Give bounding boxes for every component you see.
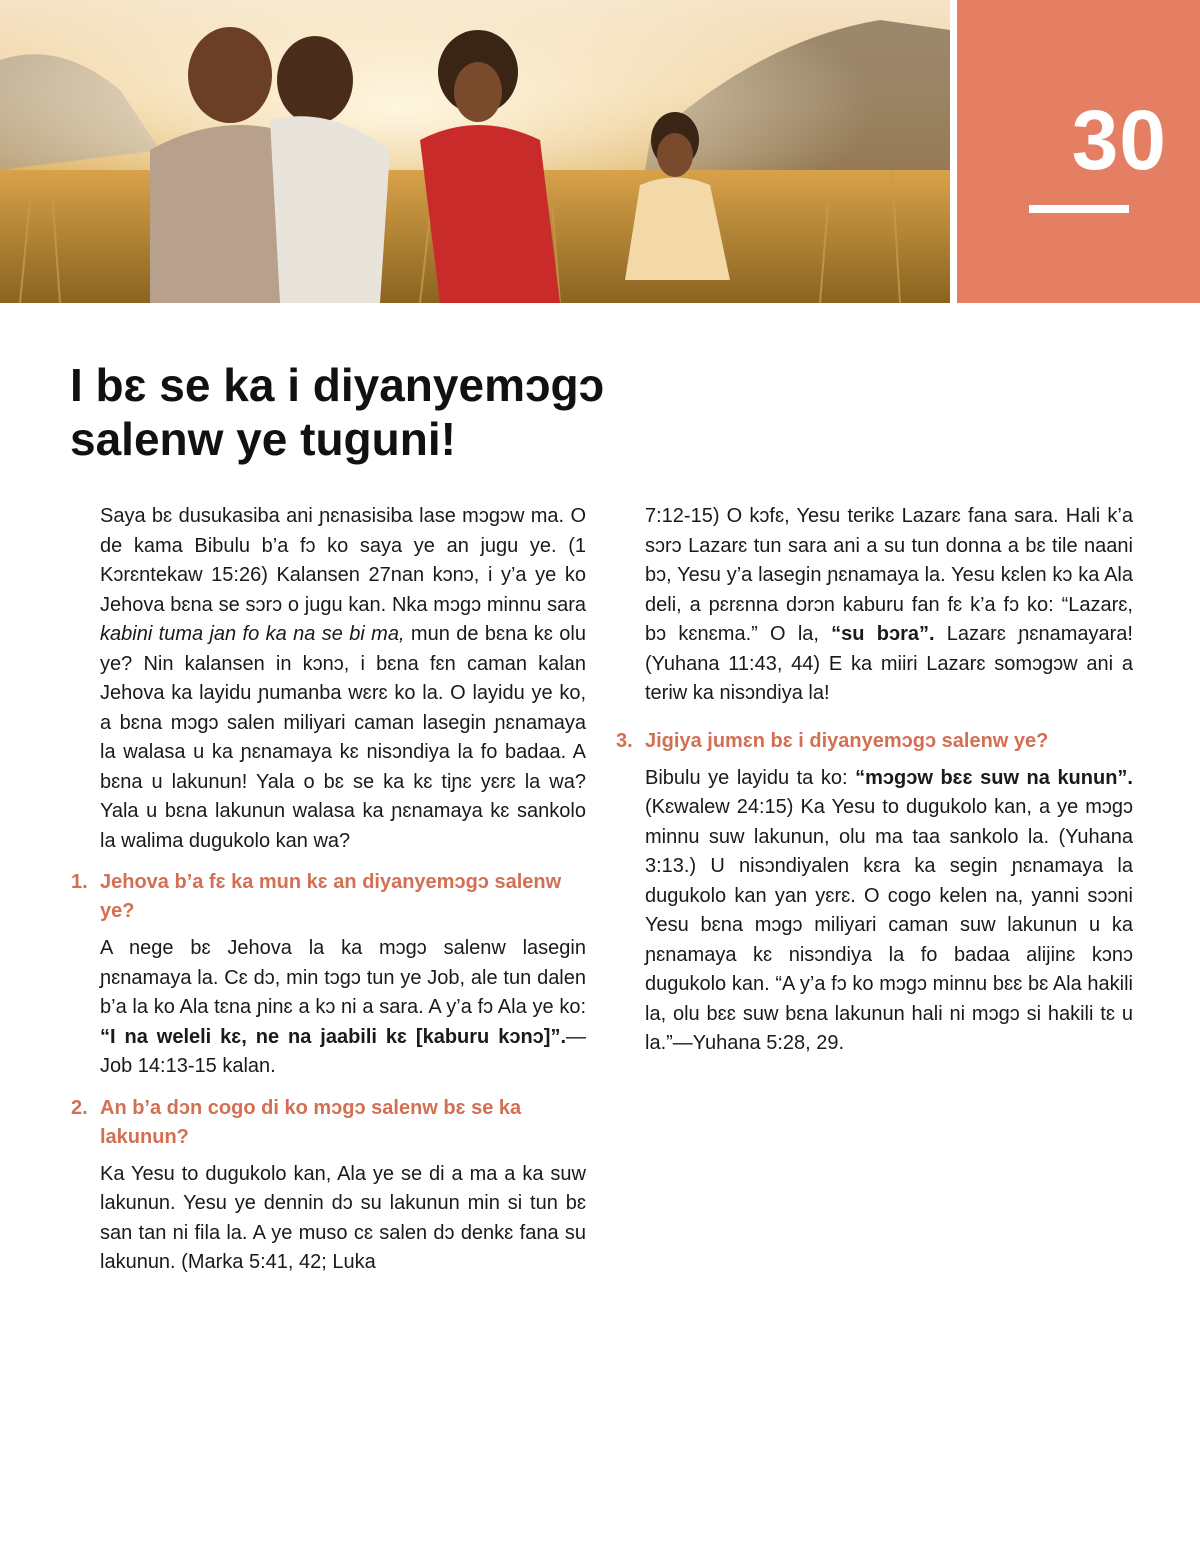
right-column xyxy=(616,502,1133,1069)
answer-3: Bibulu ye layidu ta ko: “mɔgɔw bɛɛ suw na kunun”. (Kɛwalew 24:15) Ka Yesu to dugukolo kan, a ye mɔgɔ minnu suw lakunun, olu ma taa sankolo la. (Yuhana 3:13.) U nisɔndiyalen kɛra ka segin ɲɛnamaya la dugukolo kan yan yɛrɛ. O cogo kelen na, yanni sɔɔni Yesu bɛna mɔgɔ miliyari caman suw lakunun u ka ɲɛnamaya kɛ nisɔndiya la fo badaa alijinɛ kɔnɔ dugukolo kan. “A y’a fɔ ko mɔgɔ minnu bɛɛ bɛ Ala hakili la, olu bɛɛ suw bɛna lakunun hali ni mɔgɔ si hakili tɛ u la.”—Yuhana 5:28, 29. xyxy=(645,766,1133,1054)
answer-2-part-1: Ka Yesu to dugukolo kan, Ala ye se di a ma a ka suw lakunun. Yesu ye dennin dɔ su lakunun min si tun bɛ san tan ni fila la. A ye muso cɛ salen dɔ denkɛ fana su lakunun. (Marka 5:41, 42; Luka xyxy=(100,1162,586,1273)
answer-3-bold: “mɔgɔw bɛɛ suw na kunun”. xyxy=(855,766,1133,789)
question-1-number: 1. xyxy=(71,871,88,893)
lesson-number: 30 xyxy=(1071,93,1167,187)
question-3 xyxy=(616,727,1133,756)
answer-1-bold: “I na weleli kɛ, ne na jaabili kɛ [kaburu kɔnɔ]”. xyxy=(100,1025,566,1048)
question-1 xyxy=(71,868,586,926)
title-line-1: I bɛ se ka i diyanyemɔgɔ xyxy=(70,359,605,411)
hero-image xyxy=(0,0,950,303)
question-2 xyxy=(71,1094,586,1152)
answer-2-part-2: 7:12-15) O kɔfɛ, Yesu terikɛ Lazarɛ fana sara. Hali k’a sɔrɔ Lazarɛ tun sara ani a su tun donna a bɛ tile naani bɔ, Yesu y’a lasegin ɲɛnamaya la. Yesu kɛlen kɔ ka Ala deli, a pɛrɛnna dɔrɔn kaburu fan fɛ k’a fɔ ko: “Lazarɛ, bɔ kɛnɛma.” O la, “su bɔra”. Lazarɛ ɲɛnamayara! (Yuhana 11:43, 44) E ka miiri Lazarɛ somɔgɔw ani a teriw ka nisɔndiya la! xyxy=(645,505,1133,704)
intro-paragraph: Saya bɛ dusukasiba ani ɲɛnasisiba lase mɔgɔw ma. O de kama Bibulu b’a fɔ ko saya ye an jugu ye. (1 Kɔrɛntekaw 15:26) Kalansen 27nan kɔnɔ, i y’a ye ko Jehova bɛna se sɔrɔ o jugu kan. Nka mɔgɔ minnu sara kabini tuma jan fo ka na se bi ma, mun de bɛna kɛ olu ye? Nin kalansen in kɔnɔ, i bɛna fɛn caman kalan Jehova ka layidu ɲumanba wɛrɛ ko la. O layidu ye ko, a bɛna mɔgɔ salen miliyari caman lasegin ɲɛnamaya la walasa u ka ɲɛnamaya kɛ nisɔndiya la fo badaa. A bɛna u lakunun! Yala o bɛ se ka kɛ tiɲɛ yɛrɛ la wa? Yala u bɛna lakunun walasa ka ɲɛnamaya kɛ sankolo la walima dugukolo kan wa? xyxy=(100,505,586,852)
answer-1: A nege bɛ Jehova la ka mɔgɔ salenw lasegin ɲɛnamaya la. Cɛ dɔ, min tɔgɔ tun ye Job, ale tun dalen b’a la ko Ala tɛna ɲinɛ a kɔ ni a sara. A y’a fɔ Ala ye ko: “I na weleli kɛ, ne na jaabili kɛ [kaburu kɔnɔ]”.—Job 14:13-15 kalan. xyxy=(100,937,586,1077)
question-2-text: An b’a dɔn cogo di ko mɔgɔ salenw bɛ se ka lakunun? xyxy=(100,1096,522,1148)
intro-italic: kabini tuma jan fo ka na se bi ma, xyxy=(100,623,405,645)
question-3-number: 3. xyxy=(616,729,633,752)
question-2-number: 2. xyxy=(71,1096,88,1119)
answer-2-bold: “su bɔra”. xyxy=(831,623,935,645)
question-1-text: Jehova b’a fɛ ka mun kɛ an diyanyemɔgɔ salenw ye? xyxy=(100,871,562,922)
title-line-2: salenw ye tuguni! xyxy=(70,413,456,465)
page-title xyxy=(70,358,770,466)
lesson-number-box xyxy=(957,0,1200,303)
left-column xyxy=(71,502,586,1288)
family-meadow-illustration xyxy=(0,0,950,303)
lesson-number-underline xyxy=(1029,205,1129,213)
question-3-text: Jigiya jumɛn bɛ i diyanyemɔgɔ salenw ye? xyxy=(645,729,1049,752)
